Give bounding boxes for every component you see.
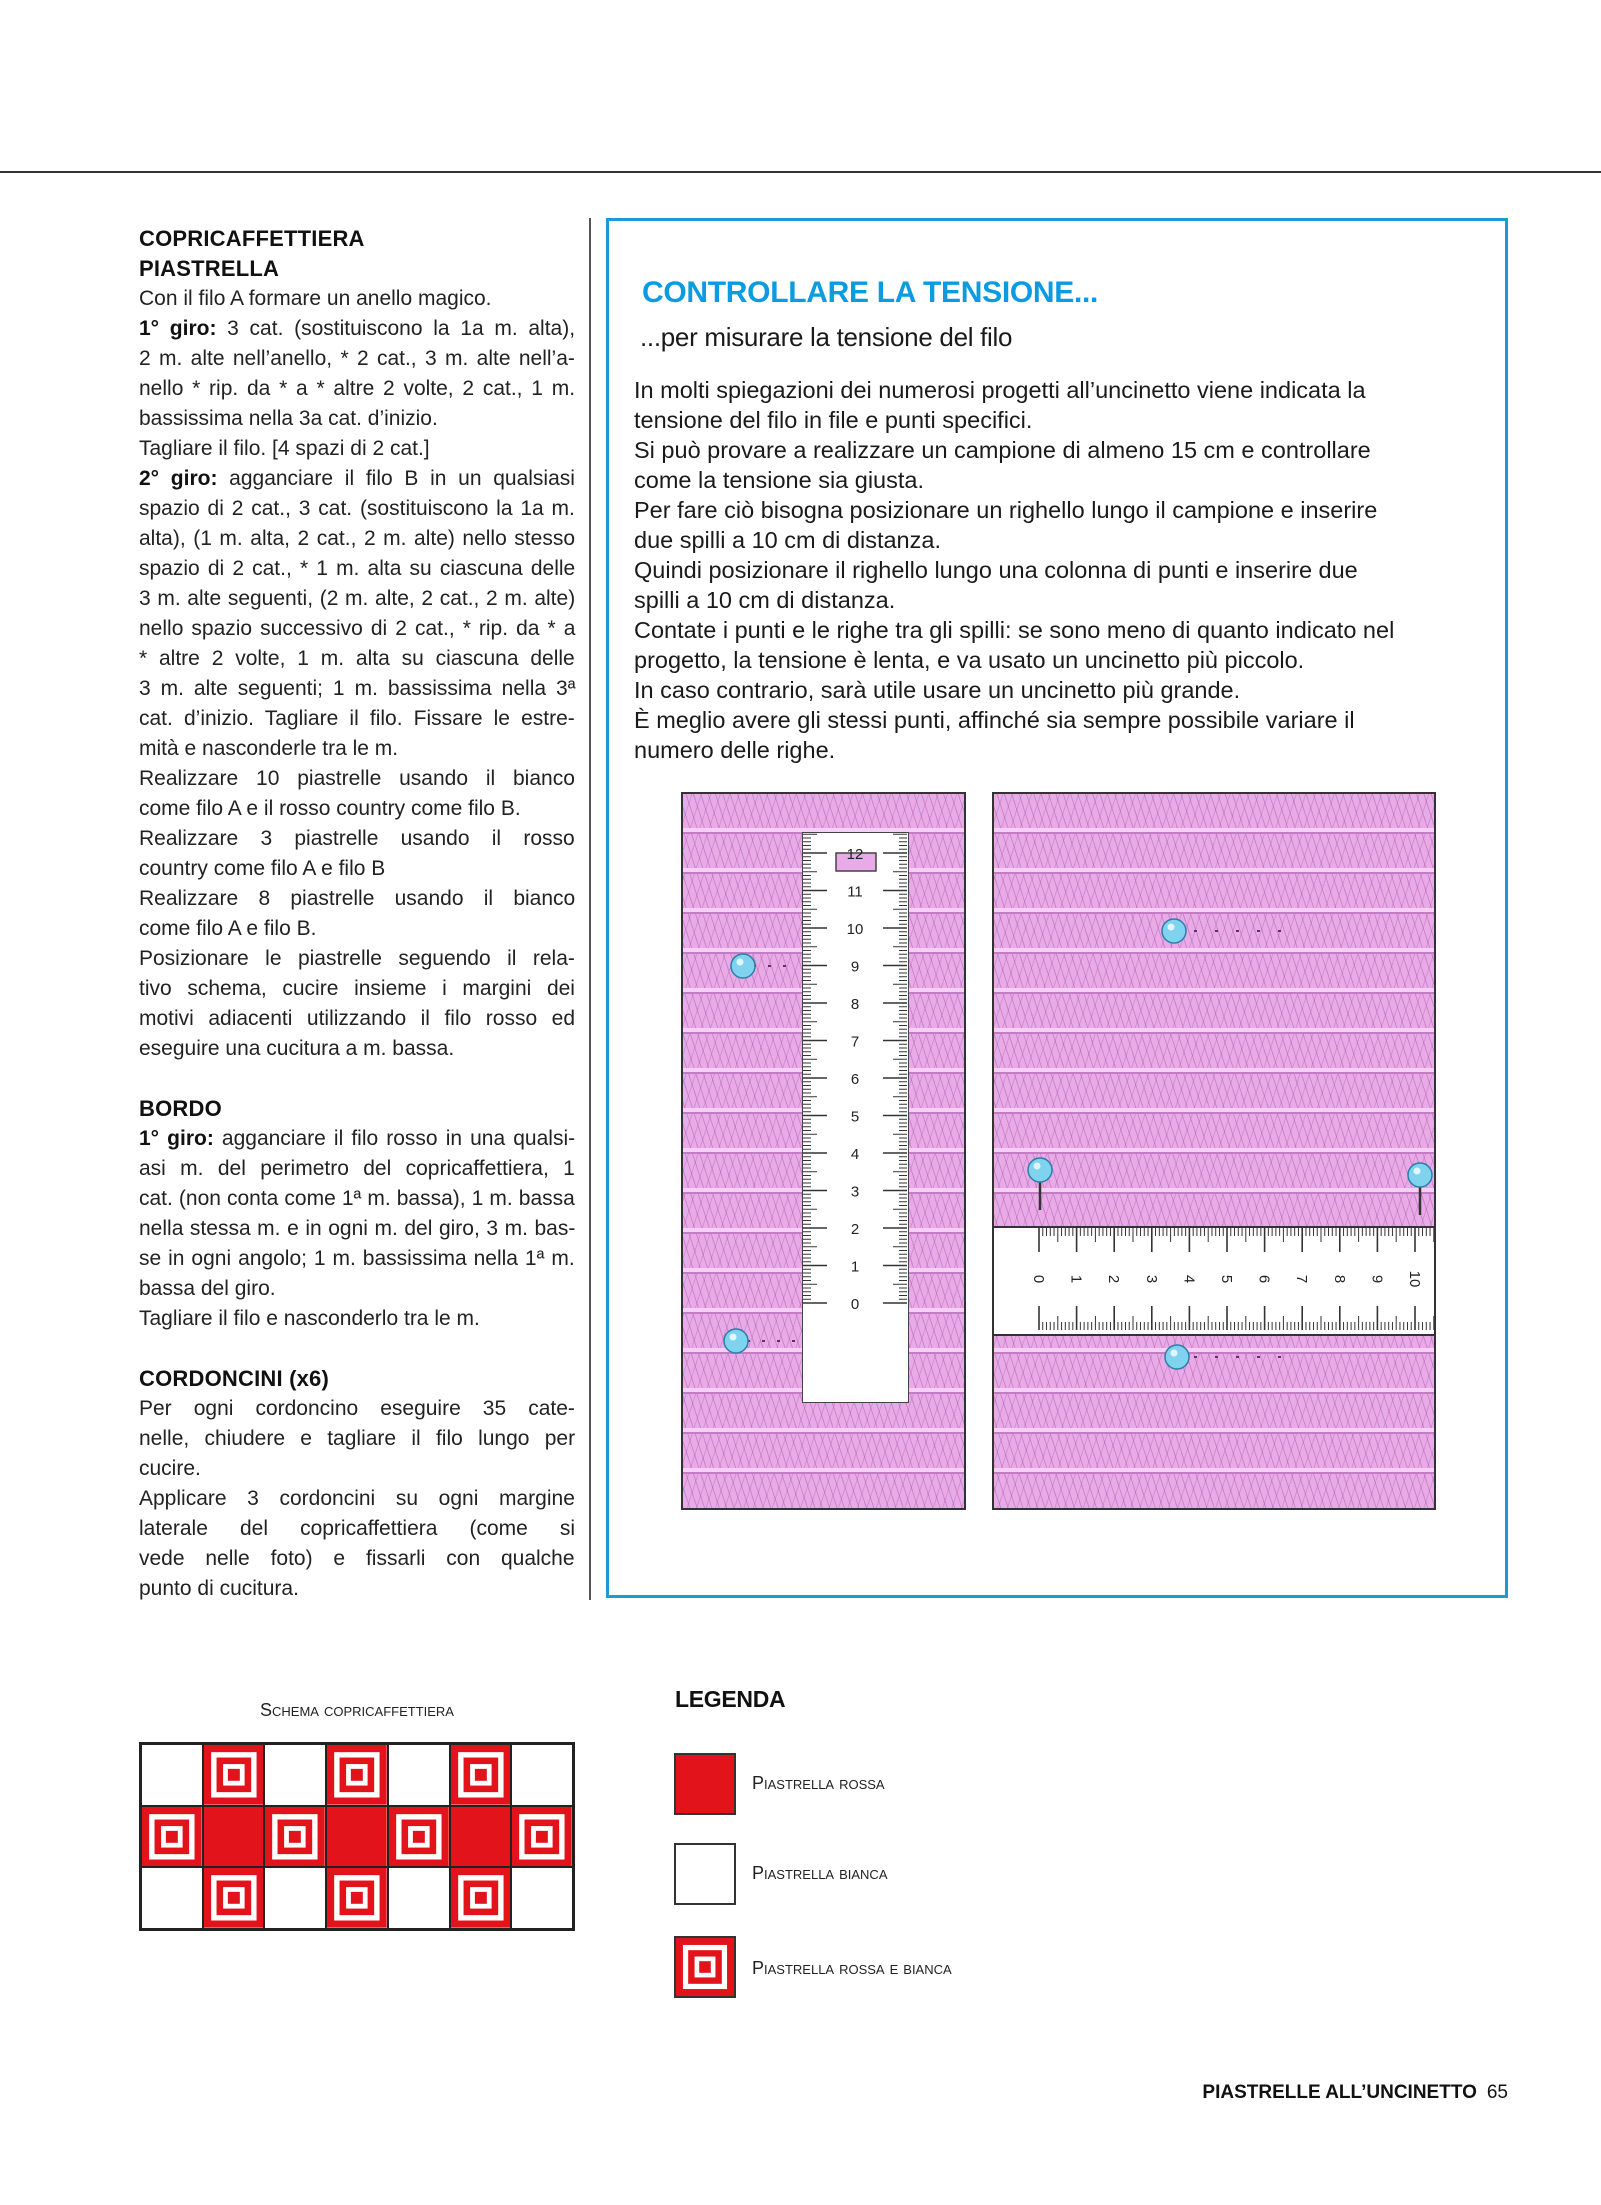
box-text-content: Si può provare a realizzare un campione di almeno 15 cm e controllare xyxy=(634,437,1371,463)
text-line-content: Applicare 3 cordoncini su ogni margine xyxy=(139,1487,575,1510)
text-line-content: cat. d’inizio. Tagliare il filo. Fissare le estre- xyxy=(139,707,575,730)
text-line-content: Realizzare 8 piastrelle usando il bianco xyxy=(139,887,576,910)
section-heading: PIASTRELLA xyxy=(139,256,280,281)
legend-swatch-white xyxy=(674,1843,736,1905)
top-rule xyxy=(0,171,1601,173)
text-line xyxy=(139,314,575,344)
text-line-content: come filo A e filo B. xyxy=(139,917,317,940)
text-line-content: spazio di 2 cat., 3 cat. (sostituiscono la 1a m. xyxy=(139,497,575,520)
box-text-line xyxy=(634,555,1474,585)
ruler-number: 3 xyxy=(1142,1274,1160,1284)
text-line xyxy=(139,944,575,974)
text-line-content: Tagliare il filo e nasconderlo tra le m. xyxy=(139,1307,480,1330)
text-line-content: agganciare il filo rosso in una qualsi- xyxy=(213,1127,576,1150)
ruler-number: 10 xyxy=(1406,1270,1423,1288)
pins-left xyxy=(683,794,968,1512)
text-line-content: spazio di 2 cat., * 1 m. alta su ciascuna delle xyxy=(139,557,576,580)
legend-swatch-redwhite xyxy=(674,1936,736,1998)
text-line-content: vede nelle foto) e fissarli con qualche xyxy=(139,1547,575,1570)
text-line xyxy=(139,1484,575,1514)
ruler-number: 2 xyxy=(1105,1274,1123,1284)
text-line-content: 3 m. alte seguenti; 1 m. bassissima nella 3ª xyxy=(139,677,576,700)
ruler-number: 6 xyxy=(1255,1274,1273,1284)
text-line xyxy=(139,974,575,1004)
legend-label-redwhite: Piastrella rossa e bianca xyxy=(752,1958,952,1978)
text-line xyxy=(139,1574,575,1604)
text-line xyxy=(139,1304,575,1334)
pin-highlight xyxy=(737,959,744,966)
pin-head-icon xyxy=(1028,1158,1052,1182)
text-line-content: nelle, chiudere e tagliare il filo lungo per xyxy=(139,1427,576,1450)
ruler-number: 2 xyxy=(850,1221,860,1238)
swatch-illustration-vertical xyxy=(681,792,966,1510)
text-line xyxy=(139,1274,575,1304)
text-line-content: nella stessa m. e in ogni m. del giro, 3 m. bas- xyxy=(139,1217,576,1240)
section-heading: COPRICAFFETTIERA xyxy=(139,226,365,251)
pin-highlight xyxy=(1171,1350,1178,1357)
text-line xyxy=(139,734,575,764)
legend-title: LEGENDA xyxy=(675,1686,786,1712)
text-line xyxy=(139,644,575,674)
text-line xyxy=(139,614,575,644)
schema-title: Schema copricaffettiera xyxy=(260,1700,454,1720)
schema-grid xyxy=(139,1742,575,1931)
box-text-content: Contate i punti e le righe tra gli spilli: se sono meno di quanto indicato nel xyxy=(634,617,1395,643)
ruler-number: 6 xyxy=(850,1071,860,1088)
text-line xyxy=(139,884,575,914)
schema-tile-redwhite xyxy=(141,1806,203,1868)
text-line-content: se in ogni angolo; 1 m. bassissima nella 1ª m. xyxy=(139,1247,575,1270)
box-text-line xyxy=(634,735,1474,765)
text-line-content: bassa del giro. xyxy=(139,1277,276,1300)
text-line xyxy=(139,284,575,314)
legend-swatch-red xyxy=(674,1753,736,1815)
text-line-content: * altre 2 volte, 1 m. alta su ciascuna delle xyxy=(139,647,575,670)
schema-tile-redwhite xyxy=(203,1867,265,1929)
box-text-content: Quindi posizionare il righello lungo una colonna di punti e inserire due xyxy=(634,557,1358,583)
box-text-line xyxy=(634,435,1474,465)
box-text-content: Per fare ciò bisogna posizionare un righello lungo il campione e inserire xyxy=(634,497,1378,523)
ruler-number: 7 xyxy=(850,1033,860,1051)
box-text-line xyxy=(634,465,1474,495)
ruler-number: 5 xyxy=(850,1108,860,1126)
text-line xyxy=(139,824,575,854)
text-line xyxy=(139,1154,575,1184)
text-line xyxy=(139,464,575,494)
text-line-content: alta), (1 m. alta, 2 cat., 2 m. alte) nello stesso xyxy=(139,527,576,550)
ruler-number: 1 xyxy=(1067,1274,1085,1284)
pin-highlight xyxy=(1414,1168,1421,1175)
pin-highlight xyxy=(1034,1163,1041,1170)
schema-tile-red xyxy=(450,1806,512,1868)
box-text-content: progetto, la tensione è lenta, e va usato un uncinetto più piccolo. xyxy=(634,647,1305,673)
text-line xyxy=(139,704,575,734)
box-text-content: In caso contrario, sarà utile usare un uncinetto più grande. xyxy=(634,677,1241,703)
pin-head-icon xyxy=(1408,1163,1432,1187)
tension-box-subtitle: ...per misurare la tensione del filo xyxy=(640,322,1013,352)
text-line-content: nello * rip. da * a * altre 2 volte, 2 cat., 1 m. xyxy=(139,377,576,400)
ruler-number: 8 xyxy=(1330,1274,1348,1284)
text-line xyxy=(139,374,575,404)
section-heading: CORDONCINI (x6) xyxy=(139,1366,330,1391)
ruler-number: 0 xyxy=(850,1296,860,1313)
text-line-content: eseguire una cucitura a m. bassa. xyxy=(139,1037,455,1060)
text-line xyxy=(139,344,575,374)
schema-tile-redwhite xyxy=(511,1806,573,1868)
pin-head-icon xyxy=(1165,1345,1189,1369)
ruler-number: 5 xyxy=(1218,1274,1235,1284)
page-footer xyxy=(1202,2082,1508,2104)
spacer xyxy=(139,1064,575,1094)
text-line xyxy=(139,1214,575,1244)
box-text-line xyxy=(634,405,1474,435)
text-line xyxy=(139,1454,575,1484)
box-text-line xyxy=(634,525,1474,555)
schema-tile-white xyxy=(388,1744,450,1806)
footer-title: PIASTRELLE ALL’UNCINETTO xyxy=(1202,2082,1477,2103)
ruler-number: 9 xyxy=(1368,1274,1386,1284)
box-text-line xyxy=(634,675,1474,705)
box-text-line xyxy=(634,615,1474,645)
schema-tile-white xyxy=(264,1744,326,1806)
ruler-number: 3 xyxy=(850,1183,860,1201)
text-line xyxy=(139,554,575,584)
text-line xyxy=(139,1394,575,1424)
pin-head-icon xyxy=(724,1329,748,1353)
section-heading: BORDO xyxy=(139,1096,222,1121)
text-line-content: motivi adiacenti utilizzando il filo rosso ed xyxy=(139,1007,576,1030)
text-line xyxy=(139,434,575,464)
schema-tile-redwhite xyxy=(326,1744,388,1806)
box-text-content: È meglio avere gli stessi punti, affinché sia sempre possibile variare il xyxy=(634,707,1355,733)
tension-box-title: CONTROLLARE LA TENSIONE... xyxy=(642,276,1099,309)
text-line xyxy=(139,674,575,704)
text-line xyxy=(139,524,575,554)
schema-tile-white xyxy=(141,1744,203,1806)
ruler-number: 1 xyxy=(850,1258,860,1276)
spacer xyxy=(139,1334,575,1364)
text-line xyxy=(139,1184,575,1214)
step-label: 1° giro: xyxy=(139,317,217,340)
text-line-content: Posizionare le piastrelle seguendo il rela- xyxy=(139,947,575,970)
text-line-content: mità e nasconderle tra le m. xyxy=(139,737,399,760)
ruler-number: 4 xyxy=(1180,1274,1198,1284)
legend-label-white: Piastrella bianca xyxy=(752,1863,888,1883)
column-divider xyxy=(589,218,591,1600)
box-text-line xyxy=(634,645,1474,675)
schema-tile-redwhite xyxy=(264,1806,326,1868)
ruler-number: 11 xyxy=(847,883,863,901)
text-line-content: agganciare il filo B in un qualsiasi xyxy=(217,467,575,490)
text-line-content: cucire. xyxy=(139,1457,201,1480)
step-label: 2° giro: xyxy=(139,467,218,490)
text-line xyxy=(139,1514,575,1544)
box-text-content: come la tensione sia giusta. xyxy=(634,467,924,493)
text-line xyxy=(139,1004,575,1034)
schema-tile-redwhite xyxy=(388,1806,450,1868)
pin-head-icon xyxy=(731,954,755,978)
text-line-content: asi m. del perimetro del copricaffettiera, 1 xyxy=(139,1157,575,1180)
text-line-content: country come filo A e filo B xyxy=(139,857,386,880)
schema-tile-red xyxy=(203,1806,265,1868)
schema-tile-white xyxy=(264,1867,326,1929)
text-line xyxy=(139,854,575,884)
text-line-content: laterale del copricaffettiera (come si xyxy=(139,1517,576,1540)
box-text-content: In molti spiegazioni dei numerosi progetti all’uncinetto viene indicata la xyxy=(634,377,1366,403)
ruler-number: 12 xyxy=(846,846,864,863)
schema-tile-redwhite xyxy=(203,1744,265,1806)
text-line xyxy=(139,794,575,824)
schema-tile-redwhite xyxy=(326,1867,388,1929)
text-line xyxy=(139,1544,575,1574)
text-line-content: 3 cat. (sostituiscono la 1a m. alta), xyxy=(216,317,576,340)
text-line xyxy=(139,494,575,524)
text-line xyxy=(139,1244,575,1274)
text-line-content: tivo schema, cucire insieme i margini dei xyxy=(139,977,575,1000)
ruler-number: 10 xyxy=(846,921,864,938)
box-text-line xyxy=(634,375,1474,405)
schema-tile-white xyxy=(511,1867,573,1929)
pin-head-icon xyxy=(1162,919,1186,943)
ruler-number: 0 xyxy=(1030,1274,1047,1284)
ruler-number: 9 xyxy=(850,958,860,976)
text-line-content: come filo A e il rosso country come filo B. xyxy=(139,797,521,820)
ruler-number: 7 xyxy=(1293,1274,1311,1284)
swatch-illustration-horizontal xyxy=(992,792,1436,1510)
page-number: 65 xyxy=(1486,2082,1508,2103)
tension-box-text xyxy=(634,375,1474,765)
schema-tile-white xyxy=(388,1867,450,1929)
box-text-line xyxy=(634,705,1474,735)
box-text-line xyxy=(634,495,1474,525)
schema-tile-redwhite xyxy=(450,1744,512,1806)
text-line-content: punto di cucitura. xyxy=(139,1577,299,1600)
box-text-content: due spilli a 10 cm di distanza. xyxy=(634,527,941,553)
ruler-number: 8 xyxy=(850,996,860,1013)
box-text-line xyxy=(634,585,1474,615)
schema-tile-white xyxy=(141,1867,203,1929)
instructions-column xyxy=(139,224,575,1604)
step-label: 1° giro: xyxy=(139,1127,214,1150)
box-text-content: numero delle righe. xyxy=(634,737,836,763)
pins-right xyxy=(994,794,1438,1512)
schema-tile-red xyxy=(326,1806,388,1868)
text-line xyxy=(139,584,575,614)
ruler-number: 4 xyxy=(850,1146,860,1163)
text-line xyxy=(139,1424,575,1454)
text-line-content: Per ogni cordoncino eseguire 35 cate- xyxy=(139,1397,575,1420)
text-line-content: Realizzare 3 piastrelle usando il rosso xyxy=(139,827,575,850)
pin-highlight xyxy=(730,1334,737,1341)
text-line-content: 2 m. alte nell’anello, * 2 cat., 3 m. alte nell’a- xyxy=(139,347,575,370)
schema-tile-redwhite xyxy=(450,1867,512,1929)
text-line xyxy=(139,404,575,434)
text-line-content: Tagliare il filo. [4 spazi di 2 cat.] xyxy=(139,437,430,460)
text-line-content: cat. (non conta come 1ª m. bassa), 1 m. bassa xyxy=(139,1187,575,1210)
text-line-content: bassissima nella 3a cat. d’inizio. xyxy=(139,407,438,430)
text-line-content: Realizzare 10 piastrelle usando il bianco xyxy=(139,767,575,790)
schema-tile-white xyxy=(511,1744,573,1806)
text-line-content: Con il filo A formare un anello magico. xyxy=(139,287,492,310)
text-line-content: nello spazio successivo di 2 cat., * rip. da * a xyxy=(139,617,576,640)
text-line xyxy=(139,914,575,944)
box-text-content: spilli a 10 cm di distanza. xyxy=(634,587,896,613)
text-line xyxy=(139,1034,575,1064)
text-line xyxy=(139,1124,575,1154)
legend-label-red: Piastrella rossa xyxy=(752,1773,885,1793)
box-text-content: tensione del filo in file e punti specifici. xyxy=(634,407,1033,433)
text-line xyxy=(139,764,575,794)
pin-highlight xyxy=(1168,924,1175,931)
text-line-content: 3 m. alte seguenti, (2 m. alte, 2 cat., 2 m. alte) xyxy=(139,587,576,610)
